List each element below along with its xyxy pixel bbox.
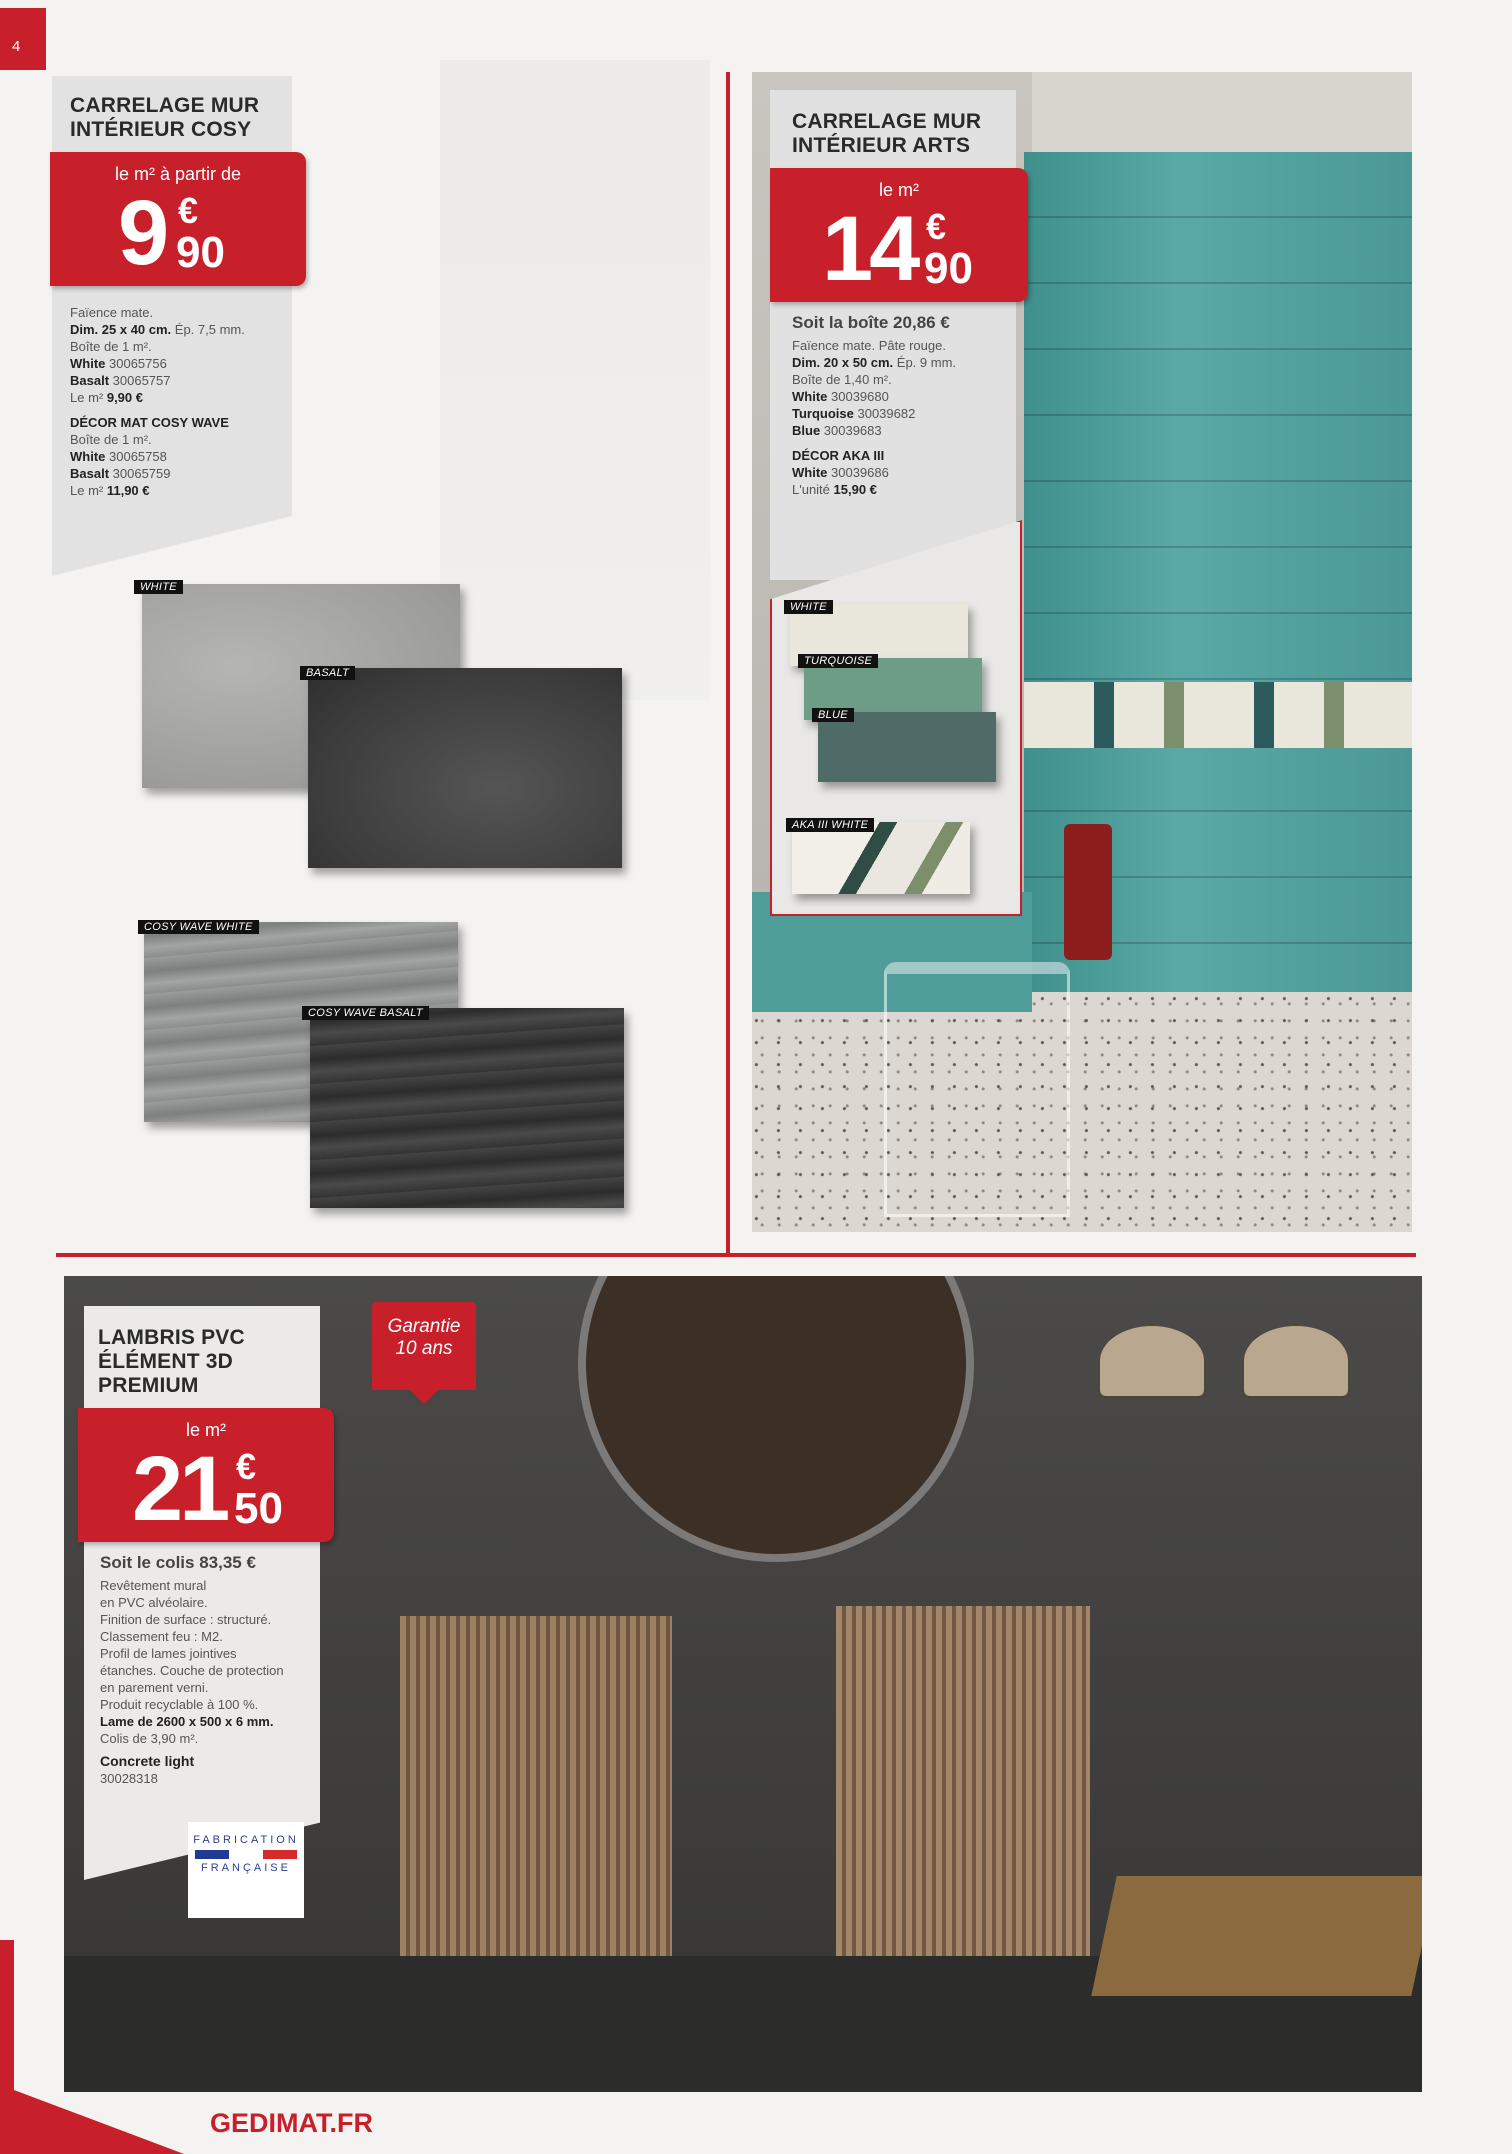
page-number: 4	[0, 8, 46, 70]
arts-dim-bold: Dim. 20 x 50 cm.	[792, 355, 894, 370]
flag-white	[229, 1850, 263, 1859]
cosy-title	[70, 94, 259, 142]
lambris-title-line3: PREMIUM	[98, 1374, 199, 1397]
cosy-white	[70, 355, 290, 372]
lambris-d3: Finition de surface : structuré.	[100, 1612, 272, 1627]
lambris-title	[98, 1326, 245, 1398]
lambris-chair	[1091, 1876, 1422, 1996]
arts-unit-price-label: L'unité	[792, 482, 834, 497]
cosy-decor-basalt-label: Basalt	[70, 466, 110, 481]
cosy-title-line1: CARRELAGE MUR	[70, 94, 260, 117]
lambris-price-lead: le m²	[186, 1420, 226, 1440]
arts-dim	[792, 354, 1014, 371]
tag-arts-white: WHITE	[784, 600, 833, 614]
lambris-pack: Colis de 3,90 m².	[100, 1731, 199, 1746]
lambris-d2: en PVC alvéolaire.	[100, 1595, 208, 1610]
arts-decor-title: DÉCOR AKA III	[792, 448, 885, 463]
badge-flag	[195, 1850, 297, 1859]
arts-desc: Faïence mate. Pâte rouge.	[792, 338, 946, 353]
lambris-variant-ref: 30028318	[100, 1771, 158, 1786]
arts-price-int: 14	[822, 198, 917, 300]
arts-price	[822, 198, 973, 300]
lambris-lamp-right	[1244, 1326, 1348, 1396]
background-bleed	[440, 60, 710, 700]
cosy-dim	[70, 321, 290, 338]
arts-unit-price	[792, 481, 1014, 498]
tag-arts-blue: BLUE	[812, 708, 854, 722]
cosy-white-ref: 30065756	[105, 356, 167, 371]
arts-unit-price-value: 15,90 €	[833, 482, 877, 497]
footer-red-triangle	[14, 2090, 184, 2154]
arts-blue	[792, 422, 1014, 439]
tag-cosy-basalt: BASALT	[300, 666, 355, 680]
cosy-basalt-label: Basalt	[70, 373, 110, 388]
cosy-decor-price-value: 11,90 €	[106, 483, 150, 498]
lambris-d4: Classement feu : M2.	[100, 1629, 223, 1644]
arts-price-box	[770, 168, 1028, 302]
cosy-price-int: 9	[118, 182, 170, 284]
arts-dim-rest: Ép. 9 mm.	[893, 355, 957, 370]
tag-cosy-white: WHITE	[134, 580, 183, 594]
arts-turquoise	[792, 405, 1014, 422]
cosy-price-currency: €	[178, 190, 199, 231]
lambris-d5: Profil de lames jointives	[100, 1646, 237, 1661]
cosy-decor-basalt	[70, 465, 290, 482]
cosy-price	[118, 182, 225, 284]
cosy-decor-white	[70, 448, 290, 465]
lambris-d1: Revêtement mural	[100, 1578, 207, 1593]
cosy-decor-white-label: White	[70, 449, 106, 464]
fabrication-francaise-badge	[188, 1822, 304, 1918]
lambris-d8: Produit recyclable à 100 %.	[100, 1697, 259, 1712]
arts-decor-white-ref: 30039686	[827, 465, 889, 480]
arts-turquoise-label: Turquoise	[792, 406, 854, 421]
arts-white-label: White	[792, 389, 828, 404]
arts-title-line1: CARRELAGE MUR	[792, 110, 982, 133]
cosy-dim-bold: Dim. 25 x 40 cm.	[70, 322, 172, 337]
arts-box-price: Soit la boîte 20,86 €	[792, 313, 950, 332]
cosy-price-lead: le m² à partir de	[114, 164, 242, 184]
lambris-cabinet-right	[836, 1606, 1090, 1994]
tag-cosy-wave-white: COSY WAVE WHITE	[138, 920, 259, 934]
cosy-decor-price-label: Le m²	[70, 483, 107, 498]
cosy-dim-rest: Ép. 7,5 mm.	[171, 322, 245, 337]
lambris-price-currency: €	[236, 1446, 257, 1487]
badge-line1: FABRICATION	[193, 1834, 299, 1846]
cosy-basalt-ref: 30065757	[109, 373, 171, 388]
cosy-box: Boîte de 1 m².	[70, 339, 152, 354]
arts-box: Boîte de 1,40 m².	[792, 372, 892, 387]
arts-title-line2: INTÉRIEUR ARTS	[792, 134, 971, 157]
guarantee-badge-pointer	[410, 1390, 438, 1404]
cosy-decor-white-ref: 30065758	[105, 449, 167, 464]
arts-price-currency: €	[926, 206, 947, 247]
footer-website-link[interactable]: GEDIMAT.FR	[210, 2108, 373, 2138]
lambris-price	[132, 1438, 283, 1540]
lambris-mirror	[578, 1276, 974, 1562]
lambris-cabinet-left	[400, 1616, 672, 1994]
arts-white	[792, 388, 1014, 405]
cosy-unit-price-label: Le m²	[70, 390, 107, 405]
cosy-price-box	[50, 152, 306, 286]
cosy-decor-box: Boîte de 1 m².	[70, 432, 152, 447]
lambris-price-dec: 50	[234, 1484, 283, 1533]
cosy-basalt	[70, 372, 290, 389]
cosy-white-label: White	[70, 356, 106, 371]
lambris-dim: Lame de 2600 x 500 x 6 mm.	[100, 1714, 274, 1729]
lambris-variant: Concrete light	[100, 1753, 195, 1769]
lambris-d6: étanches. Couche de protection	[100, 1663, 284, 1678]
cosy-decor-title: DÉCOR MAT COSY WAVE	[70, 415, 229, 430]
cosy-decor-basalt-ref: 30065759	[109, 466, 171, 481]
lambris-pack-price: Soit le colis 83,35 €	[100, 1553, 256, 1572]
arts-decor-strip	[1024, 682, 1412, 748]
arts-blue-ref: 30039683	[820, 423, 882, 438]
cosy-desc: Faïence mate.	[70, 305, 154, 320]
tag-arts-turquoise: TURQUOISE	[798, 654, 878, 668]
cosy-decor-price	[70, 482, 290, 499]
arts-price-dec: 90	[924, 244, 973, 293]
cosy-unit-price	[70, 389, 290, 406]
arts-turquoise-ref: 30039682	[853, 406, 916, 421]
cosy-title-line2: INTÉRIEUR COSY	[70, 118, 252, 141]
swatch-arts-blue	[818, 712, 996, 782]
tile-cosy-basalt	[308, 668, 622, 868]
footer-red-bar	[0, 1940, 14, 2154]
badge-line2: FRANÇAISE	[201, 1862, 291, 1874]
lambris-d7: en parement verni.	[100, 1680, 209, 1695]
lambris-lamp-left	[1100, 1326, 1204, 1396]
arts-blue-label: Blue	[792, 423, 821, 438]
guarantee-badge	[372, 1302, 476, 1390]
lambris-details	[100, 1554, 320, 1787]
vertical-divider	[726, 72, 730, 1256]
lambris-price-int: 21	[132, 1438, 227, 1540]
arts-towel	[1064, 824, 1112, 960]
cosy-details	[70, 304, 290, 499]
flag-red	[263, 1850, 297, 1859]
cosy-unit-price-value: 9,90 €	[106, 390, 143, 405]
arts-decor-white-label: White	[792, 465, 828, 480]
lambris-title-line1: LAMBRIS PVC	[98, 1326, 245, 1349]
swatch-arts-aka	[792, 822, 970, 894]
lambris-title-line2: ÉLÉMENT 3D	[98, 1350, 234, 1373]
tile-cosy-wave-basalt	[310, 1008, 624, 1208]
tag-arts-aka: AKA III WHITE	[786, 818, 874, 832]
flag-blue	[195, 1850, 229, 1859]
arts-floor	[752, 992, 1412, 1232]
guarantee-line2: 10 ans	[395, 1338, 453, 1359]
arts-title	[792, 110, 981, 158]
tag-cosy-wave-basalt: COSY WAVE BASALT	[302, 1006, 429, 1020]
arts-decor-white	[792, 464, 1014, 481]
lambris-price-box	[78, 1408, 334, 1542]
arts-details	[792, 314, 1014, 498]
arts-white-ref: 30039680	[827, 389, 889, 404]
guarantee-line1: Garantie	[387, 1316, 461, 1337]
arts-price-lead: le m²	[879, 180, 919, 200]
horizontal-divider	[56, 1253, 1416, 1257]
cosy-price-dec: 90	[176, 228, 225, 277]
arts-chair	[884, 962, 1070, 1217]
